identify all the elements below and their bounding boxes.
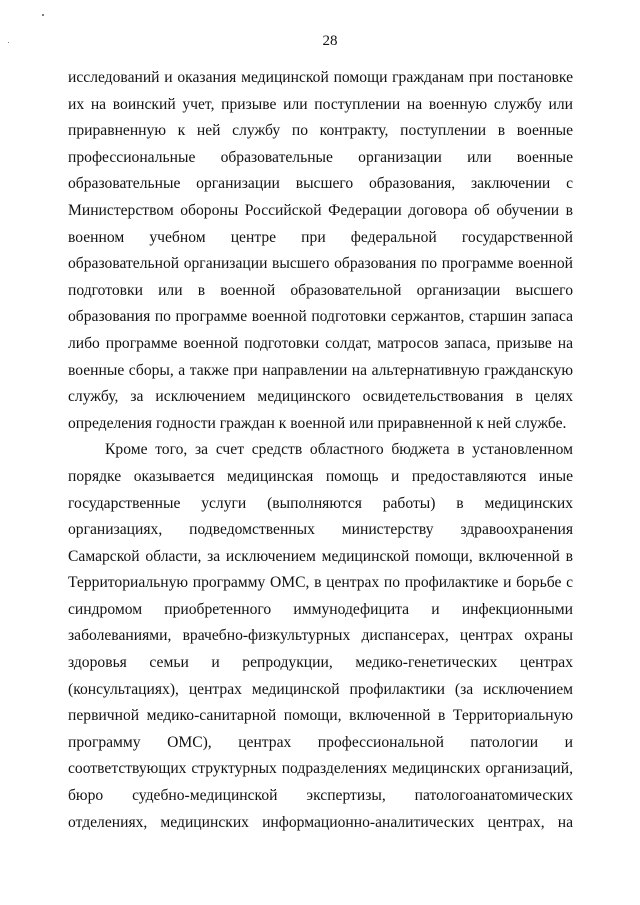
text-line: их на воинский учет, призыве или поступлении на военную службу или <box>68 95 573 113</box>
text-line: порядке оказывается медицинская помощь и предоставляются иные <box>68 467 573 485</box>
text-line: бюро судебно-медицинской экспертизы, патологоанатомических <box>68 787 573 805</box>
scan-speck <box>42 14 44 16</box>
text-line: либо программе военной подготовки солдат, матросов запаса, призыве на <box>68 334 573 352</box>
text-line: приравненную к ней службу по контракту, поступлении в военные <box>68 122 573 140</box>
text-line: Министерством обороны Российской Федерации договора об обучении в <box>68 201 573 219</box>
text-line: Кроме того, за счет средств областного бюджета в установленном <box>105 441 573 459</box>
text-line: службу, за исключением медицинского освидетельствования в целях <box>68 388 573 406</box>
text-line: отделениях, медицинских информационно-аналитических центрах, на <box>68 813 573 831</box>
text-line: профессиональные образовательные организации или военные <box>68 148 573 166</box>
text-line: военном учебном центре при федеральной государственной <box>68 228 573 246</box>
text-line: образования по программе военной подготовки сержантов, старшин запаса <box>68 308 573 326</box>
page-number: 28 <box>322 33 338 49</box>
text-line: исследований и оказания медицинской помощи гражданам при постановке <box>68 69 573 86</box>
text-line: организациях, подведомственных министерству здравоохранения <box>68 521 573 539</box>
text-line: образовательные организации высшего образования, заключении с <box>68 175 573 193</box>
text-line: соответствующих структурных подразделениях медицинских организаций, <box>68 760 573 778</box>
document-body <box>68 65 573 836</box>
paragraph-1 <box>68 65 573 437</box>
text-line: первичной медико-санитарной помощи, включенной в Территориальную <box>68 707 573 725</box>
text-line: Самарской области, за исключением медицинской помощи, включенной в <box>68 547 573 565</box>
text-line: определения годности граждан к военной или приравненной к ней службе. <box>68 414 567 432</box>
text-line: синдромом приобретенного иммунодефицита и инфекционными <box>68 600 573 618</box>
text-line: (консультациях), центрах медицинской профилактики (за исключением <box>68 680 573 698</box>
text-line: государственные услуги (выполняются работы) в медицинских <box>68 494 573 512</box>
text-line: военные сборы, а также при направлении на альтернативную гражданскую <box>68 361 573 379</box>
text-line: здоровья семьи и репродукции, медико-генетических центрах <box>68 654 573 672</box>
text-line: образовательной организации высшего образования по программе военной <box>68 255 573 273</box>
paragraph-2 <box>68 437 573 836</box>
text-line: Территориальную программу ОМС, в центрах по профилактике и борьбе с <box>68 574 573 592</box>
text-line: программу ОМС), центрах профессиональной патологии и <box>68 733 573 751</box>
text-line: подготовки или в военной образовательной организации высшего <box>68 281 573 299</box>
text-line: заболеваниями, врачебно-физкультурных диспансерах, центрах охраны <box>68 627 573 645</box>
